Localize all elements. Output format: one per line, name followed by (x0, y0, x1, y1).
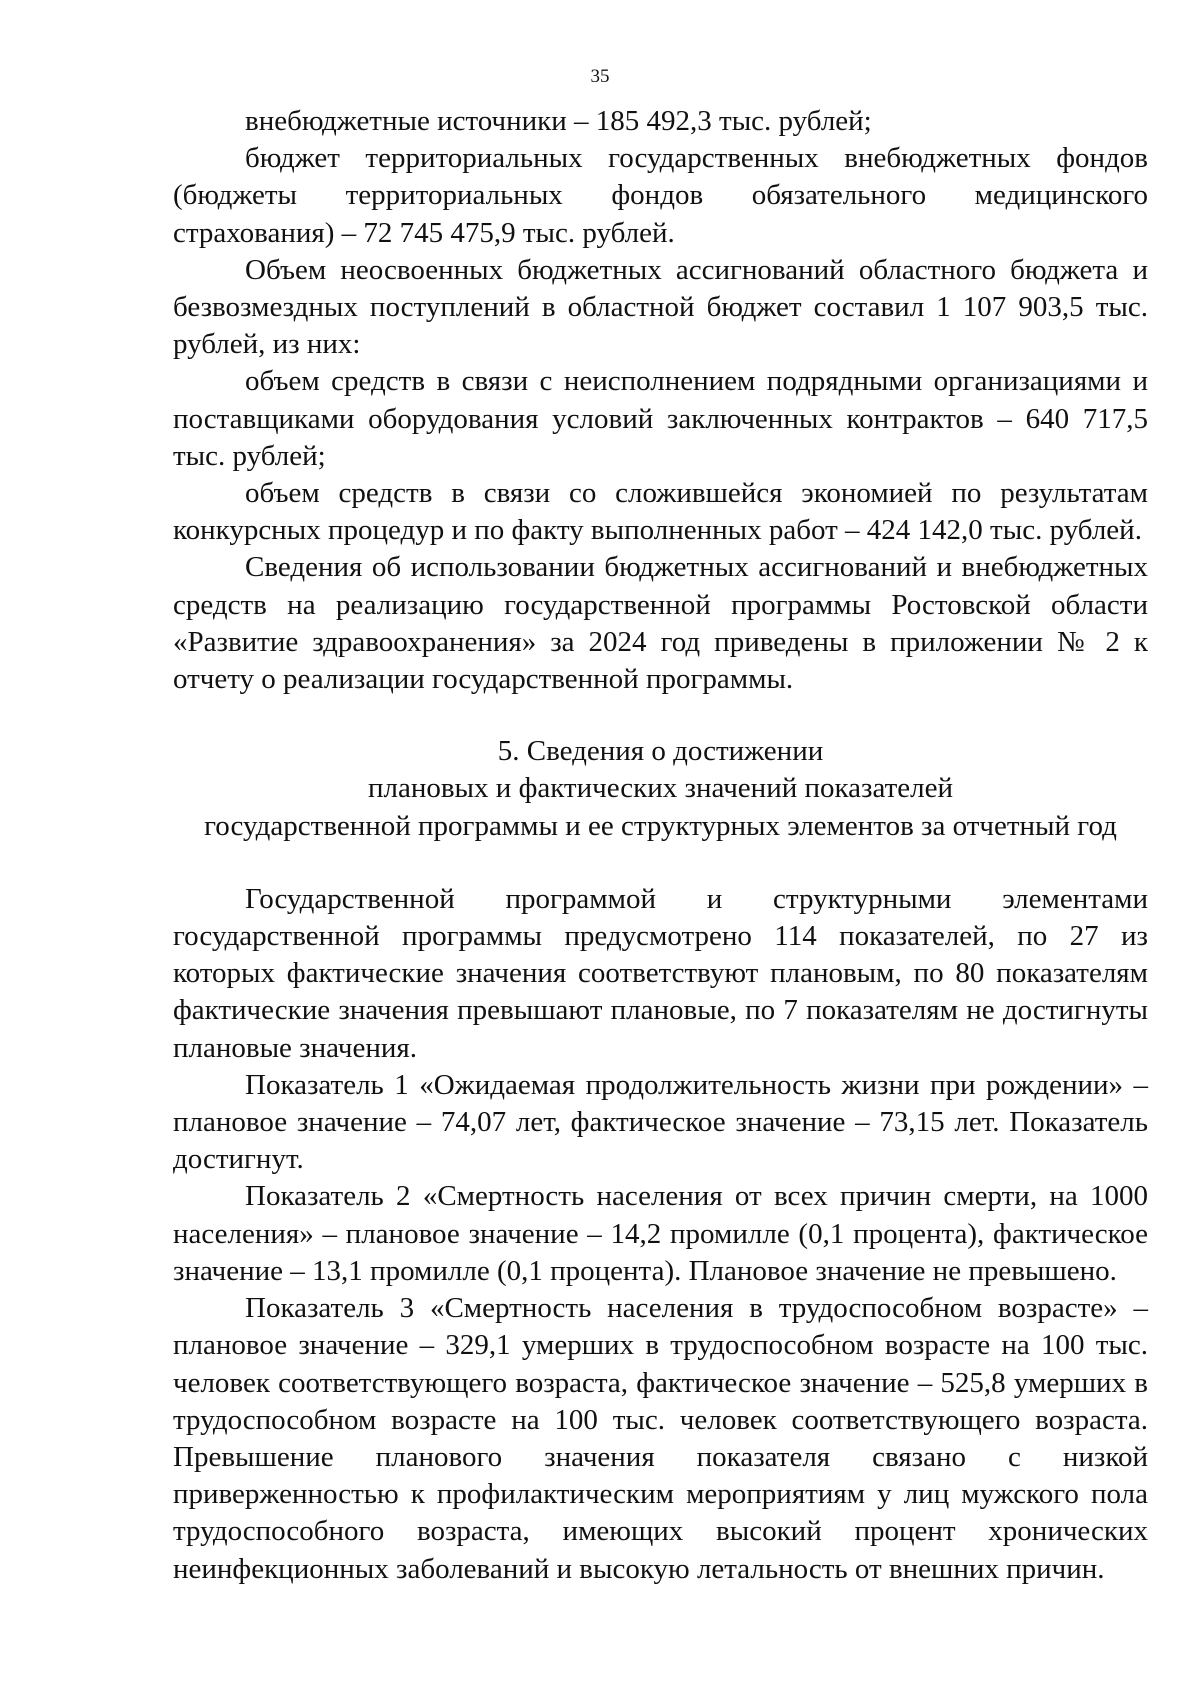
paragraph-appendix-reference: Сведения об использовании бюджетных ассигнований и внебюджетных средств на реализацию государственной программы Ростовской области «Развитие здравоохранения» за 2024 год приведены в приложении № 2 к отчету о реализации государственной программы. (173, 551, 1148, 696)
paragraph-territorial-funds-budget: бюджет территориальных государственных внебюджетных фондов (бюджеты территориальных фондов обязательного медицинского страхования) – 72 745 475,9 тыс. рублей. (173, 142, 1148, 249)
paragraph-indicator-3: Показатель 3 «Смертность населения в трудоспособном возрасте» – плановое значение – 329,1 умерших в трудоспособном возрасте на 100 тыс. человек соответствующего возраста, фактическое значение – 525,8 умерших в трудоспособном возрасте на 100 тыс. человек соответствующего возраста. Превышение планового значения показателя связано с низкой приверженностью к профилактическим мероприятиям у лиц мужского пола трудоспособного возраста, имеющих высокий процент хронических неинфекционных заболеваний и высокую летальность от внешних причин. (173, 1292, 1148, 1585)
paragraph-indicator-2: Показатель 2 «Смертность населения от всех причин смерти, на 1000 населения» – плановое значение – 14,2 промилле (0,1 процента), фактическое значение – 13,1 промилле (0,1 процента). Плановое значение не превышено. (173, 1180, 1148, 1287)
paragraph-indicators-summary: Государственной программой и структурными элементами государственной программы предусмотрено 114 показателей, по 27 из которых фактические значения соответствуют плановым, по 80 показателям фактические значения превышают плановые, по 7 показателям не достигнуты плановые значения. (173, 882, 1148, 1064)
paragraph-extrabudgetary-sources: внебюджетные источники – 185 492,3 тыс. рублей; (245, 105, 872, 137)
page-number: 35 (590, 66, 610, 87)
paragraph-contract-nonperformance: объем средств в связи с неисполнением подрядными организациями и поставщиками оборудования условий заключенных контрактов – 640 717,5 тыс. рублей; (173, 365, 1148, 472)
paragraph-procurement-savings: объем средств в связи со сложившейся экономией по результатам конкурсных процедур и по факту выполненных работ – 424 142,0 тыс. рублей. (173, 477, 1148, 547)
paragraph-indicator-1: Показатель 1 «Ожидаемая продолжительность жизни при рождении» – плановое значение – 74,07 лет, фактическое значение – 73,15 лет. Показатель достигнут. (173, 1068, 1148, 1176)
section-heading-line-3: государственной программы и ее структурных элементов за отчетный год (204, 809, 1117, 842)
section-heading-line-1: 5. Сведения о достижении (497, 735, 824, 768)
paragraph-unspent-allocations: Объем неосвоенных бюджетных ассигнований областного бюджета и безвозмездных поступлений в областной бюджет составил 1 107 903,5 тыс. рублей, из них: (173, 253, 1148, 361)
section-heading (173, 733, 1148, 845)
section-heading-line-2: плановых и фактических значений показателей (367, 772, 954, 805)
document-body (173, 103, 1148, 1588)
